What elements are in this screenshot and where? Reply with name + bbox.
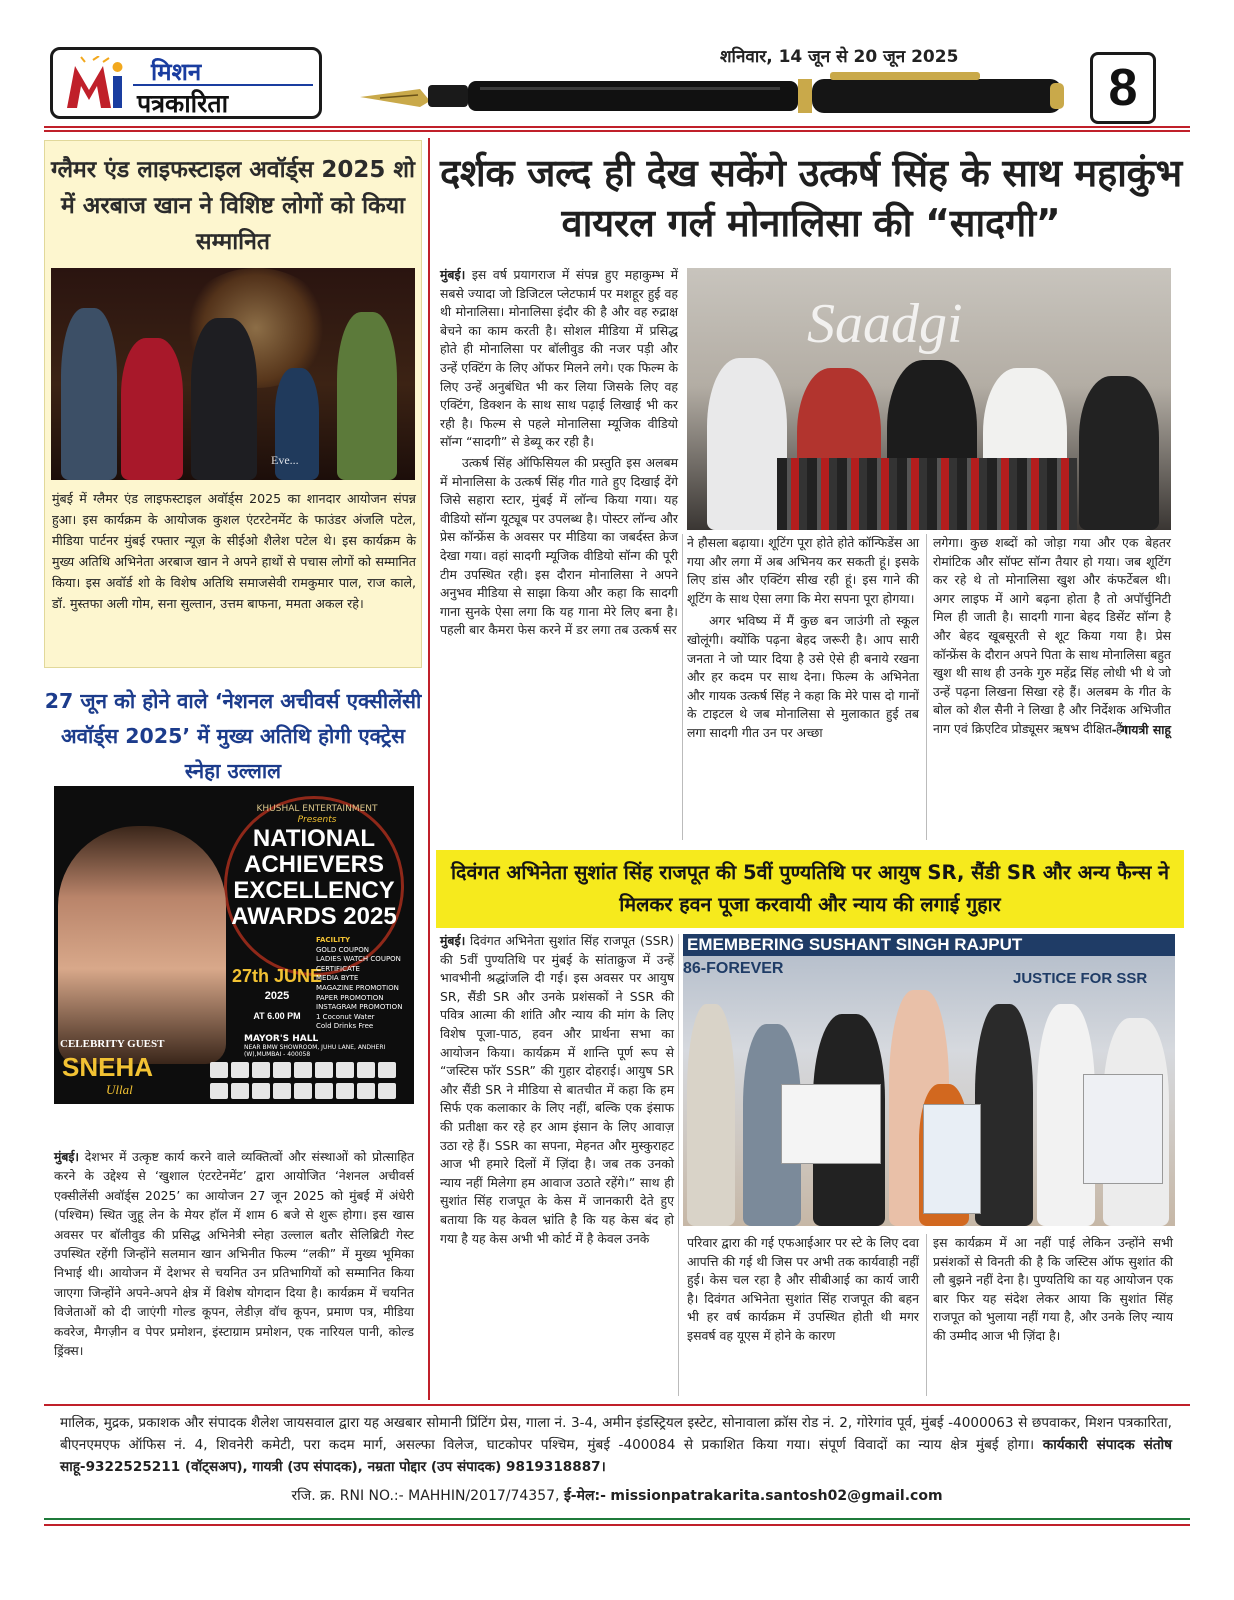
sponsor-logo [294, 1083, 312, 1099]
article-text: इस वर्ष प्रयागराज में संपन्न हुए महाकुम्भ में सबसे ज्यादा जो डिजिटल प्लेटफार्म पर मशहूर हुई वह थी मोनालिसा। मोनालिसा इंदौर की है और वह रुद्राक्ष बेचने का काम करती है। सोशल मीडिया में प्रसिद्ध होते ही मोनालिसा पर बॉलीवुड की नजर पड़ी और उन्हें एक्टिंग के लिए ऑफर मिलने लगे। एक फिल्म के लिए उन्हें अनुबंधित भी कर लिया जिसके लिए वह एक्टिंग, डिक्शन के साथ साथ पढ़ाई लिखाई भी कर रही है। फिल्म से पहले मोनालिसा म्यूजिक वीडियो सॉन्ग “सादगी” से डेब्यू कर रही है। [440, 267, 678, 450]
poster-guest-last-name: Ullal [106, 1082, 133, 1097]
footer-divider [44, 1404, 1190, 1406]
sponsor-logo [315, 1083, 333, 1099]
photo-saadgi-launch [687, 268, 1171, 530]
poster-facility-list [316, 936, 412, 1032]
article-ssr-col2: परिवार द्वारा की गई एफआईआर पर स्टे के लिए दवा आपत्ति की गई थी जिस पर अभी तक कार्यवाही नहीं हुई। केस चल रहा है और सीबीआई का कार्य जारी है। दिवंगत अभिनेता सुशांत सिंह राजपूत की बहन भी हर वर्ष कार्यक्रम में उपस्थित होती थी मगर इसवर्ष वह यूएस में होने के कारण [687, 1235, 919, 1343]
poster-facility-label: FACILITY [316, 936, 351, 944]
column-divider [428, 138, 430, 1400]
editors-text: कार्यकारी संपादक संतोष साहू-9322525211 (वॉट्सअप), गायत्री (उप संपादक), नम्रता पोद्दार (उप संपादक) 9819318887। [60, 1437, 1172, 1475]
dateline: मुंबई। [440, 267, 466, 282]
sponsor-logo [357, 1083, 375, 1099]
page-number: 8 [1090, 52, 1156, 124]
email-address[interactable]: missionpatrakarita.santosh02@gmail.com [610, 1488, 943, 1504]
poster-facility-item: GOLD COUPON [316, 945, 369, 954]
logo-icon [63, 56, 129, 112]
poster-facility-item: CERTIFICATE [316, 964, 360, 973]
sponsor-logo [315, 1062, 333, 1078]
article-saadgi-col3 [933, 534, 1171, 739]
column-divider [926, 1234, 927, 1396]
poster-sponsor-logos [210, 1062, 410, 1100]
caption-glamour-awards: मुंबई में ग्लैमर एंड लाइफस्टाइल अवॉर्ड्स 2025 का शानदार आयोजन संपन्न हुआ। इस कार्यक्रम के आयोजक कुशल एंटरटेनमेंट के फाउंडर अंजलि पटेल, मीडिया पार्टनर मुंबई रफ्तार न्यूज़ के सीईओ शैलेश पटेल थे। इस कार्यक्रम के मुख्य अतिथि अभिनेता अरबाज खान ने अपने हाथों से पचास लोगों को सम्मानित किया। इस अवॉर्ड शो के विशेष अतिथि समाजसेवी रामकुमार पाल, राज काले, डॉ. मुस्तफा अली गोम, सना सुल्तान, उत्तम बाफना, ममता अकल रहे। [52, 491, 416, 611]
poster-facility-item: MAGAZINE PROMOTION [316, 983, 399, 992]
imprint-text: मालिक, मुद्रक, प्रकाशक और संपादक शैलेश जायसवाल द्वारा यह अखबार सोमानी प्रिंटिंग प्रेस, गाला नं. 3-4, अमीन इंडस्ट्रियल इस्टेट, सोनावाला क्रॉस रोड नं. 2, गोरेगांव पूर्व, मुंबई -4000063 से छपवाकर, मिशन पत्रकारिता, बीएनएमएफ ऑफिस नं. 4, शिवनेरी कमेटी, परा कदम मार्ग, असल्फा विलेज, घाटकोपर पश्चिम, मुंबई -400084 से प्रकाशित किया गया। संपूर्ण विवादों का न्याय क्षेत्र मुंबई होगा। [60, 1415, 1172, 1453]
headline-saadgi: दर्शक जल्द ही देख सकेंगे उत्कर्ष सिंह के साथ महाकुंभ वायरल गर्ल मोनालिसा की “सादगी” [440, 151, 1182, 245]
rni-number: रजि. क्र. RNI NO.:- MAHHIN/2017/74357, [291, 1488, 560, 1504]
poster-venue-address: NEAR BMW SHOWROOM, JUHU LANE, ANDHERI (W),MUMBAI - 400058 [244, 1044, 386, 1058]
photo-banner-text: EMEMBERING SUSHANT SINGH RAJPUT [683, 934, 1175, 956]
poster-guest-first-name: SNEHA [62, 1052, 154, 1082]
photo-backdrop-text: Saadgi [807, 293, 963, 355]
sponsor-logo [378, 1062, 396, 1078]
poster-guest-label: CELEBRITY GUEST [60, 1038, 165, 1050]
article-ssr-col3: इस कार्यक्रम में आ नहीं पाई लेकिन उन्होंने सभी प्रसंशकों से विनती की है कि जस्टिस ऑफ सुशांत की लौ बुझने नहीं देना है। पुण्यतिथि का यह आयोजन एक बार फिर यह संदेश लेकर आया कि सुशांत सिंह राजपूत को भुलाया नहीं गया है, और उनके लिए न्याय की उम्मीद आज भी ज़िंदा है। [933, 1235, 1173, 1343]
article-saadgi-col1 [440, 266, 678, 640]
article-text: उत्कर्ष सिंह ऑफिसियल की प्रस्तुति इस अलबम में मोनालिसा के उत्कर्ष सिंह गीत गाते हुए दिखाई देंगे जिसे सहारा स्टार, मुंबई में लॉन्च किया गया। यह वीडियो सॉन्ग यूट्यूब पर उपलब्ध है। पोस्टर लॉन्च और प्रेस कॉन्फ्रेंस के अवसर पर मीडिया का जबर्दस्त क्रेज देखा गया। वहां सादगी म्यूजिक वीडियो सॉन्ग की पूरी टीम उपस्थित रही। इस दौरान मोनालिसा ने अपने अनुभव मीडिया से साझा किया और कहा कि सादगी गाना सुनके ऐसा लगा कि यह गाना मेरे लिए बना है। पहली बार कैमरा फेस करने में डर लगा तब उत्कर्ष सर [440, 454, 678, 638]
poster-date-day: 27th JUNE [232, 966, 323, 986]
sponsor-logo [210, 1062, 228, 1078]
headline-ssr: दिवंगत अभिनेता सुशांत सिंह राजपूत की 5वीं पुण्यतिथि पर आयुष SR, सैंडी SR और अन्य फैन्स ने मिलकर हवन पूजा करवायी और न्याय की लगाई गुहार [436, 850, 1184, 928]
registration-line [0, 1486, 1234, 1505]
article-text: अगर भविष्य में मैं कुछ बन जाउंगी तो स्कूल खोलूंगी। क्योंकि पढ़ना बेहद जरूरी है। आप सारी जनता ने जो प्यार दिया है उसे ऐसे ही बनाये रखना और हर कदम पर साथ देना। फिल्म के अभिनेता और गायक उत्कर्ष सिंह ने कहा कि मेरे पास दो गानों के टाइटल थे जब मोनालिसा से मुलाकात हुई तब लगा सादगी गीत उन पर अच्छा [687, 613, 919, 740]
poster-presenter-name: KHUSHAL ENTERTAINMENT [256, 804, 378, 814]
poster-presents: Presents [297, 815, 337, 825]
poster-time: AT 6.00 PM [253, 1011, 301, 1021]
poster-venue [244, 1034, 414, 1058]
sponsor-logo [231, 1062, 249, 1078]
photo-banner-sub2: JUSTICE FOR SSR [1013, 970, 1148, 987]
article-ssr-col1 [440, 932, 674, 1248]
article-saadgi-col2 [687, 534, 919, 743]
poster-date-year: 2025 [264, 990, 290, 1002]
article-text: ने हौसला बढ़ाया। शूटिंग पूरा होते होते कॉन्फिडेंस आ गया और लगा में अब अभिनय कर सकती हूं। इसके लिए डांस और एक्टिंग सीख रही हूं। इस गाने की शूटिंग के साथ ऐसा लगा कि मेरा सपना पूरा होगया। [687, 535, 919, 606]
logo-top-text: मिशन [151, 58, 202, 86]
poster-facility-item: Cold Drinks Free [316, 1022, 374, 1031]
print-line [60, 1412, 1172, 1478]
sponsor-logo [273, 1062, 291, 1078]
poster-facility-item: PAPER PROMOTION [316, 993, 384, 1002]
poster-date [232, 966, 322, 1026]
sponsor-logo [336, 1083, 354, 1099]
headline-glamour-awards: ग्लैमर एंड लाइफस्टाइल अवॉर्ड्स 2025 शो में अरबाज खान ने विशिष्ट लोगों को किया सम्मानित [50, 157, 416, 255]
poster-title: NATIONAL ACHIEVERS EXCELLENCY AWARDS 2025 [231, 825, 397, 930]
sponsor-logo [210, 1083, 228, 1099]
masthead-logo [50, 47, 322, 119]
dateline: मुंबई। [54, 1150, 80, 1164]
poster-facility-item: LADIES WATCH COUPON [316, 955, 401, 964]
footer-bottom-rule [44, 1518, 1190, 1526]
email-label: ई-मेल:- [563, 1488, 606, 1504]
photo-banner-sub1: 86-FOREVER [683, 960, 784, 977]
photo-ssr-tribute [683, 934, 1175, 1226]
poster-presenter [222, 804, 412, 826]
author-credit: - गायत्री साहू [1111, 721, 1171, 737]
column-divider [678, 934, 679, 1396]
poster-facility-item: INSTAGRAM PROMOTION [316, 1003, 403, 1012]
sponsor-logo [252, 1062, 270, 1078]
issue-date: शनिवार, 14 जून से 20 जून 2025 [720, 47, 959, 67]
article-national-achievers [54, 1148, 414, 1361]
poster-venue-name: MAYOR'S HALL [244, 1034, 319, 1044]
poster-celebrity-photo [58, 826, 226, 1064]
headline-national-achievers: 27 जून को होने वाले ‘नेशनल अचीवर्स एक्सीलेंसी अवॉर्ड्स 2025’ में मुख्य अतिथि होगी एक्ट्रेस स्नेहा उल्लाल [44, 689, 422, 783]
sponsor-logo [294, 1062, 312, 1078]
sponsor-logo [231, 1083, 249, 1099]
masthead-divider [44, 126, 1190, 132]
logo-bottom-text: पत्रकारिता [137, 89, 229, 118]
poster-facility-item: MEDIA BYTE [316, 974, 359, 983]
sponsor-logo [273, 1083, 291, 1099]
poster-national-achievers [54, 786, 414, 1104]
photo-glamour-awards-stage: Eve... [51, 268, 415, 480]
column-divider [926, 534, 927, 840]
sponsor-logo [378, 1083, 396, 1099]
sponsor-logo [357, 1062, 375, 1078]
article-text: लगेगा। कुछ शब्दों को जोड़ा गया और एक बेहतर रोमांटिक और सॉफ्ट सॉन्ग तैयार हो गया। जब शूटिंग कर रहे थे तो मोनालिसा खुश और कंफर्टेबल थी। अगर लाइफ में आगे बढ़ना होता है तो अपॉर्चुनिटी मिल ही जाती है। सादगी गाना बेहद डिसेंट सॉन्ग है और बेहद खूबसूरती से शूट किया गया है। प्रेस कॉन्फ्रेंस के दौरान अपने पिता के साथ मोनालिसा बहुत खुश थी साथ ही उनके गुरु महेंद्र सिंह लोधी भी थे जो उन्हें पढ़ना लिखना सिखा रहे हैं। अलबम के गीत के बोल को शैल सैनी ने लिखा है और निर्देशक अभिजीत नाग एवं क्रिएटिव प्रोड्यूसर ऋषभ दीक्षित हैं। [933, 535, 1171, 736]
sponsor-logo [252, 1083, 270, 1099]
poster-facility-item: 1 Coconut Water [316, 1012, 375, 1021]
column-divider [682, 534, 683, 840]
sponsor-logo [336, 1062, 354, 1078]
article-text: देशभर में उत्कृष्ट कार्य करने वाले व्यक्तित्वों और संस्थाओं को प्रोत्साहित करने के उद्देश्य से ‘खुशाल एंटरटेनमेंट’ द्वारा आयोजित ‘नेशनल अचीवर्स एक्सीलेंसी अवॉर्ड्स 2025’ का आयोजन 27 जून 2025 को मुंबई में अंधेरी (पश्चिम) स्थित जुहू लेन के मेयर हॉल में शाम 6 बजे से शुरू होगा। इस खास अवसर पर बॉलीवुड की प्रसिद्ध अभिनेत्री स्नेहा उल्लाल बतौर सेलिब्रिटी गेस्ट उपस्थित रहेंगी जिन्होंने सलमान खान अभिनीत फिल्म “लकी” में मुख्य भूमिका निभाई थी। आयोजन में देशभर से चयनित उन प्रतिभागियों को सम्मानित किया जाएगा जिन्होंने अपने-अपने क्षेत्र में विशेष योगदान दिया है। कार्यक्रम में चयनित विजेताओं को दी जाएंगी गोल्ड कूपन, लेडीज़ वॉच कूपन, प्रमाण पत्र, मीडिया कवरेज, मैगज़ीन व पेपर प्रमोशन, इंस्टाग्राम प्रमोशन, एक नारियल पानी, कोल्ड ड्रिंक्स। [54, 1150, 414, 1359]
fountain-pen-icon [360, 55, 1080, 125]
dateline: मुंबई। [440, 933, 466, 948]
article-text: दिवंगत अभिनेता सुशांत सिंह राजपूत (SSR) की 5वीं पुण्यतिथि पर मुंबई के सांताक्रुज में उन्हें भावभीनी श्रद्धांजलि दी गई। इस अवसर पर आयुष SR, सैंडी SR और उनके प्रशंसकों ने SSR की पवित्र आत्मा की शांति और न्याय की मांग के लिए विशेष पूजा-पाठ, हवन और प्रार्थना सभा का आयोजन किया। कार्यक्रम में शान्ति पूर्ण रूप से “जस्टिस फॉर SSR” की गुहार दोहराई। आयुष SR और सैंडी SR ने मीडिया से बातचीत में कहा कि हम सिर्फ एक कलाकार के लिए नहीं, बल्कि एक इंसाफ की प्रतीक्षा कर रहे हर आम इंसान के लिए आवाज़ उठा रहे हैं। SSR का सपना, मेहनत और मुस्कुराहट आज भी हमारे दिलों में ज़िंदा है। जब तक उनको न्याय नहीं मिलेगा हम आवाज उठाते रहेंगे।” साथ ही सुशांत सिंह राजपूत के केस में जानकारी देते हुए बताया कि यह केवल भ्रांति है कि यह केस बंद हो गया है यह केस अभी भी कोर्ट में है केवल उनके [440, 933, 674, 1246]
